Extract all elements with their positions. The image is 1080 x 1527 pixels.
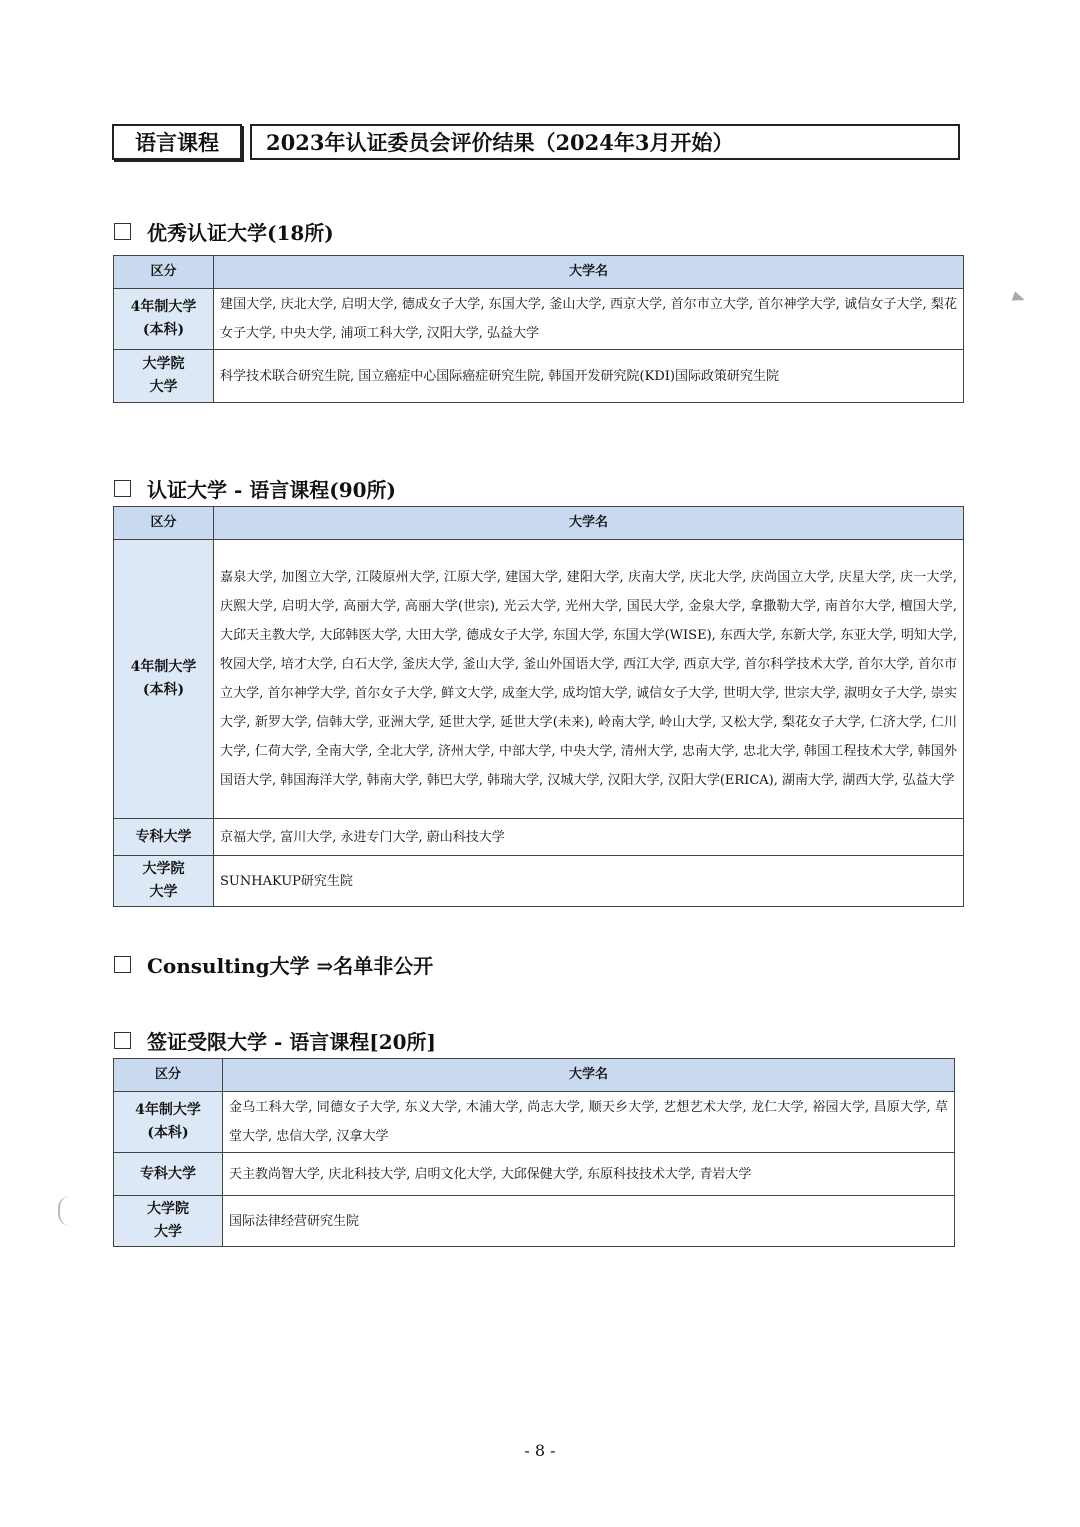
category-sublabel: 大学	[149, 884, 178, 900]
university-list: 科学技术联合研究生院, 国立癌症中心国际癌症研究生院, 韩国开发研究院(KDI)国际政策研究生院	[214, 350, 964, 403]
table-row	[114, 1196, 955, 1247]
table-row	[114, 289, 964, 350]
table-header-row	[114, 507, 964, 540]
university-list: 建国大学, 庆北大学, 启明大学, 德成女子大学, 东国大学, 釜山大学, 西京大学, 首尔市立大学, 首尔神学大学, 诚信女子大学, 梨花女子大学, 中央大学, 浦项工科大学, 汉阳大学, 弘益大学	[214, 289, 964, 350]
checkbox-square-icon	[114, 480, 131, 497]
category-sublabel: (本科)	[142, 322, 185, 338]
section-heading-text: Consulting大学 ⇒名单非公开	[147, 954, 434, 978]
page-title: 2023年认证委员会评价结果（2024年3月开始）	[250, 124, 960, 160]
category-cell	[114, 819, 214, 856]
category-label: 大学院	[147, 1201, 189, 1217]
section-heading-excellent	[114, 217, 334, 246]
section-heading-visa-restricted	[114, 1026, 436, 1055]
section-heading-consulting	[114, 950, 433, 979]
category-cell	[114, 856, 214, 907]
category-label: 专科大学	[140, 1165, 196, 1182]
table-header-row	[114, 1059, 955, 1092]
category-label: 4年制大学	[130, 299, 197, 315]
title-category: 语言课程	[112, 124, 242, 160]
checkbox-square-icon	[114, 1032, 131, 1049]
university-list: 京福大学, 富川大学, 永进专门大学, 蔚山科技大学	[214, 819, 964, 856]
visa-restricted-universities-table	[113, 1058, 955, 1247]
category-label: 大学院	[142, 861, 185, 877]
header-category: 区分	[114, 1059, 223, 1092]
university-list: 金乌工科大学, 同德女子大学, 东义大学, 木浦大学, 尚志大学, 顺天乡大学, 艺想艺术大学, 龙仁大学, 裕园大学, 昌原大学, 草堂大学, 忠信大学, 汉拿大学	[223, 1092, 955, 1153]
header-university-name: 大学名	[223, 1059, 955, 1092]
section-heading-text: 认证大学 - 语言课程(90所)	[147, 478, 396, 502]
category-cell	[114, 350, 214, 403]
category-label: 专科大学	[135, 828, 192, 845]
table-row	[114, 540, 964, 819]
category-cell	[114, 1092, 223, 1153]
category-sublabel: (本科)	[147, 1125, 189, 1141]
table-row	[114, 856, 964, 907]
category-sublabel: (本科)	[142, 682, 185, 698]
category-sublabel: 大学	[154, 1224, 182, 1240]
table-row	[114, 819, 964, 856]
category-sublabel: 大学	[149, 379, 178, 395]
table-row	[114, 350, 964, 403]
header-category: 区分	[114, 256, 214, 289]
header-category: 区分	[114, 507, 214, 540]
category-label: 4年制大学	[130, 659, 197, 675]
university-list: 天主教尚智大学, 庆北科技大学, 启明文化大学, 大邱保健大学, 东原科技技术大学, 青岩大学	[223, 1153, 955, 1196]
checkbox-square-icon	[114, 223, 131, 240]
checkbox-square-icon	[114, 956, 131, 973]
table-header-row	[114, 256, 964, 289]
university-list: 国际法律经营研究生院	[223, 1196, 955, 1247]
certified-universities-table	[113, 506, 964, 907]
university-list: SUNHAKUP研究生院	[214, 856, 964, 907]
category-cell	[114, 1196, 223, 1247]
section-heading-text: 优秀认证大学(18所)	[147, 221, 334, 245]
table-row	[114, 1153, 955, 1196]
section-heading-certified	[114, 474, 396, 503]
margin-arrow-mark	[1012, 291, 1027, 305]
page-number: - 8 -	[524, 1441, 556, 1460]
excellent-universities-table	[113, 255, 964, 403]
category-label: 4年制大学	[135, 1102, 201, 1118]
header-university-name: 大学名	[214, 256, 964, 289]
margin-bracket-mark	[58, 1196, 72, 1226]
category-label: 大学院	[142, 356, 185, 372]
category-cell	[114, 289, 214, 350]
header-university-name: 大学名	[214, 507, 964, 540]
title-bar	[112, 124, 960, 160]
section-heading-text: 签证受限大学 - 语言课程[20所]	[147, 1030, 436, 1054]
category-cell	[114, 540, 214, 819]
university-list: 嘉泉大学, 加图立大学, 江陵原州大学, 江原大学, 建国大学, 建阳大学, 庆南大学, 庆北大学, 庆尚国立大学, 庆星大学, 庆一大学, 庆熙大学, 启明大学, 高丽大学, 高丽大学(世宗), 光云大学, 光州大学, 国民大学, 金泉大学, 拿撒勒大学, 南首尔大学, 檀国大学, 大邱天主教大学, 大邱韩医大学, 大田大学, 德成女子大学, 东国大学, 东国大学(WISE), 东西大学, 东新大学, 东亚大学, 明知大学, 牧园大学, 培才大学, 白石大学, 釜庆大学, 釜山大学, 釜山外国语大学, 西江大学, 西京大学, 首尔科学技术大学, 首尔大学, 首尔市立大学, 首尔神学大学, 首尔女子大学, 鲜文大学, 成奎大学, 成均馆大学, 诚信女子大学, 世明大学, 世宗大学, 淑明女子大学, 崇实大学, 新罗大学, 信韩大学, 亚洲大学, 延世大学, 延世大学(未来), 岭南大学, 岭山大学, 又松大学, 梨花女子大学, 仁济大学, 仁川大学, 仁荷大学, 全南大学, 全北大学, 济州大学, 中部大学, 中央大学, 清州大学, 忠南大学, 忠北大学, 韩国工程技术大学, 韩国外国语大学, 韩国海洋大学, 韩南大学, 韩巴大学, 韩瑞大学, 汉城大学, 汉阳大学, 汉阳大学(ERICA), 湖南大学, 湖西大学, 弘益大学	[214, 540, 964, 819]
category-cell	[114, 1153, 223, 1196]
table-row	[114, 1092, 955, 1153]
